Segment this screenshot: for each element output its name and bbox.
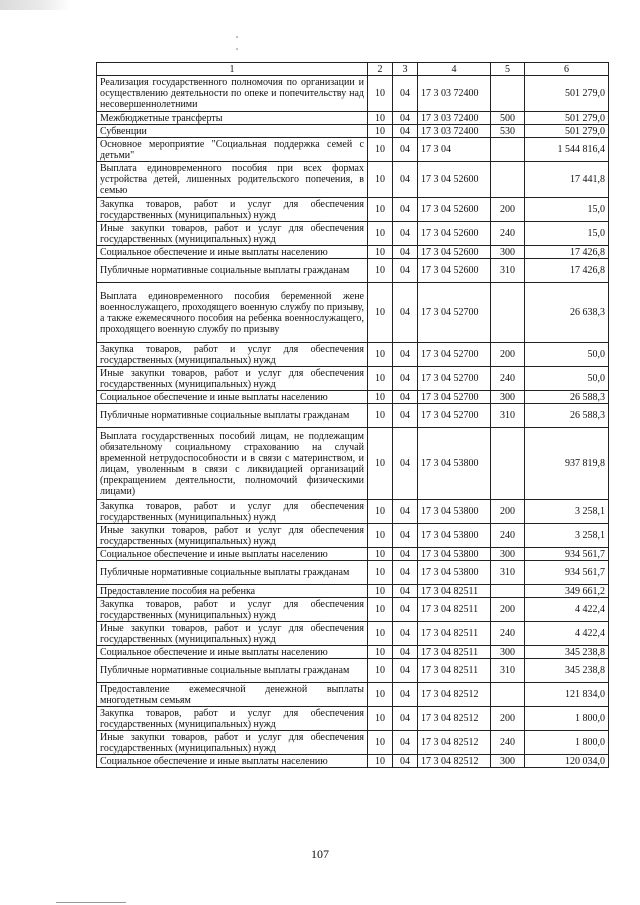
header-col-5: 5 — [491, 63, 525, 76]
row-name-cell: Социальное обеспечение и иные выплаты населению — [97, 246, 368, 259]
row-subsection-cell: 04 — [393, 367, 418, 391]
row-name-cell: Социальное обеспечение и иные выплаты населению — [97, 646, 368, 659]
row-amount-cell: 937 819,8 — [525, 428, 609, 500]
row-name-cell: Публичные нормативные социальные выплаты гражданам — [97, 259, 368, 283]
row-amount-cell: 26 588,3 — [525, 391, 609, 404]
row-section-cell: 10 — [368, 343, 393, 367]
row-name-cell: Выплата единовременного пособия при всех формах устройства детей, лишенных родительского попечения, в семью — [97, 162, 368, 198]
row-subsection-cell: 04 — [393, 500, 418, 524]
table-row — [97, 125, 609, 138]
budget-table — [96, 62, 609, 768]
table-row — [97, 162, 609, 198]
row-amount-cell: 26 638,3 — [525, 283, 609, 343]
row-subsection-cell: 04 — [393, 622, 418, 646]
row-section-cell: 10 — [368, 222, 393, 246]
row-subsection-cell: 04 — [393, 598, 418, 622]
table-row — [97, 646, 609, 659]
row-section-cell: 10 — [368, 622, 393, 646]
row-name-cell: Иные закупки товаров, работ и услуг для обеспечения государственных (муниципальных) нужд — [97, 524, 368, 548]
header-col-4: 4 — [418, 63, 491, 76]
row-expense-type-cell: 310 — [491, 561, 525, 585]
row-expense-type-cell: 300 — [491, 548, 525, 561]
row-name-cell: Закупка товаров, работ и услуг для обеспечения государственных (муниципальных) нужд — [97, 500, 368, 524]
row-section-cell: 10 — [368, 755, 393, 768]
row-amount-cell: 501 279,0 — [525, 76, 609, 112]
row-amount-cell: 345 238,8 — [525, 659, 609, 683]
row-section-cell: 10 — [368, 500, 393, 524]
row-subsection-cell: 04 — [393, 585, 418, 598]
row-subsection-cell: 04 — [393, 112, 418, 125]
row-name-cell: Предоставление пособия на ребенка — [97, 585, 368, 598]
row-expense-type-cell: 310 — [491, 659, 525, 683]
header-row — [97, 63, 609, 76]
row-expense-type-cell: 240 — [491, 524, 525, 548]
row-amount-cell: 17 426,8 — [525, 246, 609, 259]
row-expense-type-cell: 530 — [491, 125, 525, 138]
table-row — [97, 391, 609, 404]
row-subsection-cell: 04 — [393, 707, 418, 731]
row-name-cell: Межбюджетные трансферты — [97, 112, 368, 125]
row-section-cell: 10 — [368, 198, 393, 222]
table-row — [97, 76, 609, 112]
row-amount-cell: 3 258,1 — [525, 500, 609, 524]
table-row — [97, 343, 609, 367]
row-target-code-cell: 17 3 04 53800 — [418, 428, 491, 500]
row-expense-type-cell: 500 — [491, 112, 525, 125]
row-expense-type-cell: 300 — [491, 391, 525, 404]
row-name-cell: Иные закупки товаров, работ и услуг для обеспечения государственных (муниципальных) нужд — [97, 222, 368, 246]
row-section-cell: 10 — [368, 659, 393, 683]
row-amount-cell: 934 561,7 — [525, 548, 609, 561]
row-target-code-cell: 17 3 03 72400 — [418, 112, 491, 125]
row-subsection-cell: 04 — [393, 524, 418, 548]
row-expense-type-cell — [491, 76, 525, 112]
table-row — [97, 524, 609, 548]
table-row — [97, 198, 609, 222]
row-name-cell: Иные закупки товаров, работ и услуг для обеспечения государственных (муниципальных) нужд — [97, 367, 368, 391]
row-expense-type-cell: 240 — [491, 367, 525, 391]
row-subsection-cell: 04 — [393, 683, 418, 707]
row-target-code-cell: 17 3 03 72400 — [418, 76, 491, 112]
row-expense-type-cell: 200 — [491, 707, 525, 731]
row-amount-cell: 3 258,1 — [525, 524, 609, 548]
row-target-code-cell: 17 3 04 82512 — [418, 683, 491, 707]
row-section-cell: 10 — [368, 585, 393, 598]
row-amount-cell: 345 238,8 — [525, 646, 609, 659]
row-subsection-cell: 04 — [393, 125, 418, 138]
row-subsection-cell: 04 — [393, 259, 418, 283]
row-name-cell: Иные закупки товаров, работ и услуг для обеспечения государственных (муниципальных) нужд — [97, 731, 368, 755]
row-section-cell: 10 — [368, 548, 393, 561]
row-name-cell: Публичные нормативные социальные выплаты гражданам — [97, 561, 368, 585]
row-amount-cell: 15,0 — [525, 198, 609, 222]
row-name-cell: Иные закупки товаров, работ и услуг для обеспечения государственных (муниципальных) нужд — [97, 622, 368, 646]
row-amount-cell: 17 426,8 — [525, 259, 609, 283]
header-col-3: 3 — [393, 63, 418, 76]
row-subsection-cell: 04 — [393, 659, 418, 683]
row-target-code-cell: 17 3 03 72400 — [418, 125, 491, 138]
table-row — [97, 755, 609, 768]
table-row — [97, 138, 609, 162]
footnote-rule — [56, 902, 126, 903]
row-section-cell: 10 — [368, 259, 393, 283]
row-amount-cell: 121 834,0 — [525, 683, 609, 707]
row-amount-cell: 120 034,0 — [525, 755, 609, 768]
row-expense-type-cell: 310 — [491, 404, 525, 428]
row-name-cell: Субвенции — [97, 125, 368, 138]
row-section-cell: 10 — [368, 598, 393, 622]
scan-artifact — [0, 0, 70, 10]
row-name-cell: Закупка товаров, работ и услуг для обеспечения государственных (муниципальных) нужд — [97, 343, 368, 367]
header-col-6: 6 — [525, 63, 609, 76]
row-subsection-cell: 04 — [393, 162, 418, 198]
row-expense-type-cell — [491, 138, 525, 162]
row-amount-cell: 349 661,2 — [525, 585, 609, 598]
row-amount-cell: 501 279,0 — [525, 125, 609, 138]
row-section-cell: 10 — [368, 404, 393, 428]
row-expense-type-cell: 300 — [491, 755, 525, 768]
table-row — [97, 259, 609, 283]
row-subsection-cell: 04 — [393, 428, 418, 500]
row-subsection-cell: 04 — [393, 222, 418, 246]
row-amount-cell: 1 544 816,4 — [525, 138, 609, 162]
row-section-cell: 10 — [368, 76, 393, 112]
row-subsection-cell: 04 — [393, 283, 418, 343]
row-subsection-cell: 04 — [393, 198, 418, 222]
scan-speck — [236, 48, 238, 50]
row-subsection-cell: 04 — [393, 755, 418, 768]
row-amount-cell: 17 441,8 — [525, 162, 609, 198]
row-section-cell: 10 — [368, 561, 393, 585]
row-section-cell: 10 — [368, 367, 393, 391]
row-subsection-cell: 04 — [393, 731, 418, 755]
row-target-code-cell: 17 3 04 82512 — [418, 755, 491, 768]
row-name-cell: Основное мероприятие "Социальная поддержка семей с детьми" — [97, 138, 368, 162]
row-expense-type-cell — [491, 428, 525, 500]
row-section-cell: 10 — [368, 125, 393, 138]
row-expense-type-cell: 240 — [491, 222, 525, 246]
row-subsection-cell: 04 — [393, 404, 418, 428]
table-row — [97, 683, 609, 707]
row-expense-type-cell: 200 — [491, 598, 525, 622]
row-section-cell: 10 — [368, 162, 393, 198]
row-section-cell: 10 — [368, 524, 393, 548]
row-section-cell: 10 — [368, 707, 393, 731]
table-header — [97, 63, 609, 76]
row-target-code-cell: 17 3 04 52600 — [418, 222, 491, 246]
row-name-cell: Реализация государственного полномочия по организации и осуществлению деятельности по опеке и попечительству над несовершеннолетними — [97, 76, 368, 112]
row-target-code-cell: 17 3 04 82511 — [418, 622, 491, 646]
table-body — [97, 76, 609, 768]
table-row — [97, 561, 609, 585]
row-amount-cell: 4 422,4 — [525, 622, 609, 646]
row-amount-cell: 50,0 — [525, 343, 609, 367]
row-target-code-cell: 17 3 04 52700 — [418, 343, 491, 367]
table-row — [97, 428, 609, 500]
row-target-code-cell: 17 3 04 82511 — [418, 646, 491, 659]
row-subsection-cell: 04 — [393, 391, 418, 404]
table-row — [97, 707, 609, 731]
row-target-code-cell: 17 3 04 82512 — [418, 731, 491, 755]
row-target-code-cell: 17 3 04 52700 — [418, 283, 491, 343]
row-target-code-cell: 17 3 04 52600 — [418, 162, 491, 198]
row-expense-type-cell: 200 — [491, 343, 525, 367]
row-amount-cell: 26 588,3 — [525, 404, 609, 428]
row-expense-type-cell: 310 — [491, 259, 525, 283]
row-target-code-cell: 17 3 04 82511 — [418, 598, 491, 622]
row-expense-type-cell — [491, 162, 525, 198]
row-section-cell: 10 — [368, 428, 393, 500]
row-subsection-cell: 04 — [393, 138, 418, 162]
row-subsection-cell: 04 — [393, 343, 418, 367]
row-name-cell: Социальное обеспечение и иные выплаты населению — [97, 548, 368, 561]
row-section-cell: 10 — [368, 731, 393, 755]
row-expense-type-cell: 300 — [491, 646, 525, 659]
page-number: 107 — [311, 847, 329, 861]
row-name-cell: Публичные нормативные социальные выплаты гражданам — [97, 659, 368, 683]
row-expense-type-cell: 240 — [491, 731, 525, 755]
row-target-code-cell: 17 3 04 — [418, 138, 491, 162]
table-row — [97, 246, 609, 259]
table-row — [97, 404, 609, 428]
row-name-cell: Закупка товаров, работ и услуг для обеспечения государственных (муниципальных) нужд — [97, 598, 368, 622]
table-row — [97, 548, 609, 561]
row-subsection-cell: 04 — [393, 548, 418, 561]
row-name-cell: Закупка товаров, работ и услуг для обеспечения государственных (муниципальных) нужд — [97, 707, 368, 731]
row-subsection-cell: 04 — [393, 561, 418, 585]
row-subsection-cell: 04 — [393, 646, 418, 659]
header-col-1: 1 — [97, 63, 368, 76]
row-subsection-cell: 04 — [393, 246, 418, 259]
row-amount-cell: 934 561,7 — [525, 561, 609, 585]
row-target-code-cell: 17 3 04 53800 — [418, 561, 491, 585]
row-target-code-cell: 17 3 04 52600 — [418, 198, 491, 222]
row-name-cell: Выплата единовременного пособия беременной жене военнослужащего, проходящего военную службу по призыву, а также ежемесячного пособия на ребенка военнослужащего, проходящего военную службу по призыву — [97, 283, 368, 343]
table-row — [97, 622, 609, 646]
row-expense-type-cell — [491, 683, 525, 707]
row-amount-cell: 50,0 — [525, 367, 609, 391]
row-subsection-cell: 04 — [393, 76, 418, 112]
row-section-cell: 10 — [368, 246, 393, 259]
row-expense-type-cell: 300 — [491, 246, 525, 259]
table-row — [97, 598, 609, 622]
row-target-code-cell: 17 3 04 82511 — [418, 585, 491, 598]
table-row — [97, 367, 609, 391]
row-target-code-cell: 17 3 04 52600 — [418, 246, 491, 259]
row-target-code-cell: 17 3 04 52600 — [418, 259, 491, 283]
row-name-cell: Публичные нормативные социальные выплаты гражданам — [97, 404, 368, 428]
row-expense-type-cell — [491, 283, 525, 343]
row-section-cell: 10 — [368, 283, 393, 343]
row-target-code-cell: 17 3 04 52700 — [418, 367, 491, 391]
row-target-code-cell: 17 3 04 53800 — [418, 524, 491, 548]
row-amount-cell: 501 279,0 — [525, 112, 609, 125]
table-row — [97, 659, 609, 683]
row-amount-cell: 1 800,0 — [525, 731, 609, 755]
row-target-code-cell: 17 3 04 53800 — [418, 500, 491, 524]
table-row — [97, 112, 609, 125]
row-section-cell: 10 — [368, 646, 393, 659]
table-row — [97, 500, 609, 524]
row-target-code-cell: 17 3 04 52700 — [418, 391, 491, 404]
row-section-cell: 10 — [368, 138, 393, 162]
row-name-cell: Закупка товаров, работ и услуг для обеспечения государственных (муниципальных) нужд — [97, 198, 368, 222]
row-amount-cell: 4 422,4 — [525, 598, 609, 622]
row-section-cell: 10 — [368, 112, 393, 125]
row-target-code-cell: 17 3 04 52700 — [418, 404, 491, 428]
row-expense-type-cell: 200 — [491, 500, 525, 524]
row-name-cell: Предоставление ежемесячной денежной выплаты многодетным семьям — [97, 683, 368, 707]
row-amount-cell: 1 800,0 — [525, 707, 609, 731]
table-row — [97, 731, 609, 755]
row-name-cell: Социальное обеспечение и иные выплаты населению — [97, 391, 368, 404]
row-section-cell: 10 — [368, 391, 393, 404]
row-expense-type-cell: 200 — [491, 198, 525, 222]
table-row — [97, 222, 609, 246]
row-expense-type-cell: 240 — [491, 622, 525, 646]
row-target-code-cell: 17 3 04 53800 — [418, 548, 491, 561]
row-target-code-cell: 17 3 04 82511 — [418, 659, 491, 683]
row-name-cell: Выплата государственных пособий лицам, не подлежащим обязательному социальному страхованию на случай временной нетрудоспособности и в связи с материнством, и лицам, уволенным в связи с ликвидацией организаций (прекращением деятельности, полномочий физическими лицами) — [97, 428, 368, 500]
row-name-cell: Социальное обеспечение и иные выплаты населению — [97, 755, 368, 768]
row-amount-cell: 15,0 — [525, 222, 609, 246]
row-section-cell: 10 — [368, 683, 393, 707]
header-col-2: 2 — [368, 63, 393, 76]
table-row — [97, 585, 609, 598]
row-expense-type-cell — [491, 585, 525, 598]
table-row — [97, 283, 609, 343]
row-target-code-cell: 17 3 04 82512 — [418, 707, 491, 731]
scan-speck — [236, 36, 238, 38]
